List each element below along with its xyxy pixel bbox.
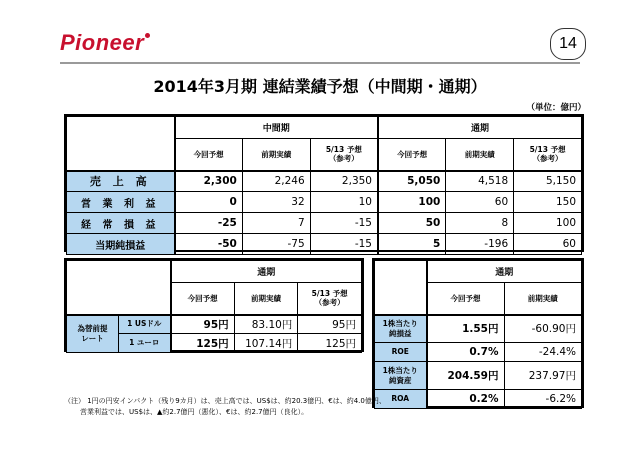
row-label-sales: 売 上 高	[67, 171, 175, 192]
column-header: 5/13 予想 （参考）	[310, 139, 378, 171]
table-cell: 95円	[171, 315, 235, 334]
group-header-fullyear: 通期	[378, 117, 582, 139]
corner-cell	[375, 261, 427, 315]
column-header: 今回予想	[427, 283, 505, 315]
table-cell: 95円	[298, 315, 362, 334]
table-row	[67, 234, 582, 255]
table-cell: 32	[242, 192, 310, 213]
table-cell: -60.90円	[504, 315, 582, 343]
column-header: 前期実績	[504, 283, 582, 315]
corner-cell	[67, 117, 175, 171]
table-cell: -196	[446, 234, 514, 255]
corner-cell	[67, 261, 171, 315]
row-label-usd: 1 USドル	[119, 315, 171, 334]
row-label-net-income: 当期純損益	[67, 234, 175, 255]
table-row	[375, 362, 582, 390]
row-label-ordinary-income: 経 常 損 益	[67, 213, 175, 234]
table-cell: 7	[242, 213, 310, 234]
table-cell: 125円	[298, 334, 362, 353]
group-header-fullyear: 通期	[171, 261, 362, 283]
table-cell: 2,350	[310, 171, 378, 192]
column-header: 5/13 予想 （参考）	[298, 283, 362, 315]
table-cell: 2,246	[242, 171, 310, 192]
footnote	[64, 396, 584, 418]
table-row	[67, 213, 582, 234]
row-label-operating-income: 営 業 利 益	[67, 192, 175, 213]
table-cell: 5,050	[378, 171, 446, 192]
table-cell: 107.14円	[234, 334, 298, 353]
pioneer-logo: Pioneer	[60, 30, 150, 56]
table-row	[375, 315, 582, 343]
group-header-fullyear: 通期	[427, 261, 582, 283]
column-header: 前期実績	[446, 139, 514, 171]
footnote-line: （注） 1円の円安インパクト（残り9カ月）は、売上高では、US$は、約20.3億円、€は、約4.0億円、	[64, 397, 386, 405]
column-header: 5/13 予想 （参考）	[514, 139, 582, 171]
unit-label: （単位：億円）	[526, 103, 586, 113]
table-cell: 0	[175, 192, 243, 213]
page-title: 2014年3月期 連結業績予想（中間期・通期）	[153, 77, 487, 96]
table-cell: 100	[514, 213, 582, 234]
column-header: 前期実績	[234, 283, 298, 315]
table-row	[67, 192, 582, 213]
table-cell: -6.2%	[504, 390, 582, 409]
footnote-line: 営業利益では、US$は、▲約2.7億円（悪化）、€は、約2.7億円（良化）。	[80, 408, 309, 416]
forecast-table	[64, 114, 584, 252]
table-cell: 5,150	[514, 171, 582, 192]
header-divider	[60, 62, 580, 64]
row-label-eps: 1株当たり 純損益	[375, 315, 427, 343]
column-header: 今回予想	[175, 139, 243, 171]
table-cell: -15	[310, 213, 378, 234]
table-cell: 10	[310, 192, 378, 213]
table-cell: -24.4%	[504, 343, 582, 362]
per-share-table	[372, 258, 584, 408]
table-cell: -50	[175, 234, 243, 255]
table-cell: 0.2%	[427, 390, 505, 409]
row-label-roe: ROE	[375, 343, 427, 362]
table-cell: 125円	[171, 334, 235, 353]
table-cell: 50	[378, 213, 446, 234]
table-cell: 237.97円	[504, 362, 582, 390]
table-cell: 4,518	[446, 171, 514, 192]
group-header-interim: 中間期	[175, 117, 378, 139]
table-cell: 2,300	[175, 171, 243, 192]
table-cell: 1.55円	[427, 315, 505, 343]
column-header: 今回予想	[171, 283, 235, 315]
table-cell: 60	[446, 192, 514, 213]
column-header: 前期実績	[242, 139, 310, 171]
table-cell: 5	[378, 234, 446, 255]
fx-rate-table	[64, 258, 364, 352]
row-label-eur: 1 ユーロ	[119, 334, 171, 353]
page-number: 14	[550, 28, 586, 60]
table-cell: 150	[514, 192, 582, 213]
table-cell: 8	[446, 213, 514, 234]
table-row	[375, 343, 582, 362]
row-label-roa: ROA	[375, 390, 427, 409]
table-cell: 204.59円	[427, 362, 505, 390]
table-cell: -75	[242, 234, 310, 255]
table-cell: -25	[175, 213, 243, 234]
table-cell: 60	[514, 234, 582, 255]
table-cell: 83.10円	[234, 315, 298, 334]
row-label-bps: 1株当たり 純資産	[375, 362, 427, 390]
table-cell: 0.7%	[427, 343, 505, 362]
row-group-label-fx: 為替前提 レート	[67, 315, 119, 353]
column-header: 今回予想	[378, 139, 446, 171]
table-row	[67, 171, 582, 192]
table-cell: 100	[378, 192, 446, 213]
table-row	[67, 315, 362, 334]
table-cell: -15	[310, 234, 378, 255]
